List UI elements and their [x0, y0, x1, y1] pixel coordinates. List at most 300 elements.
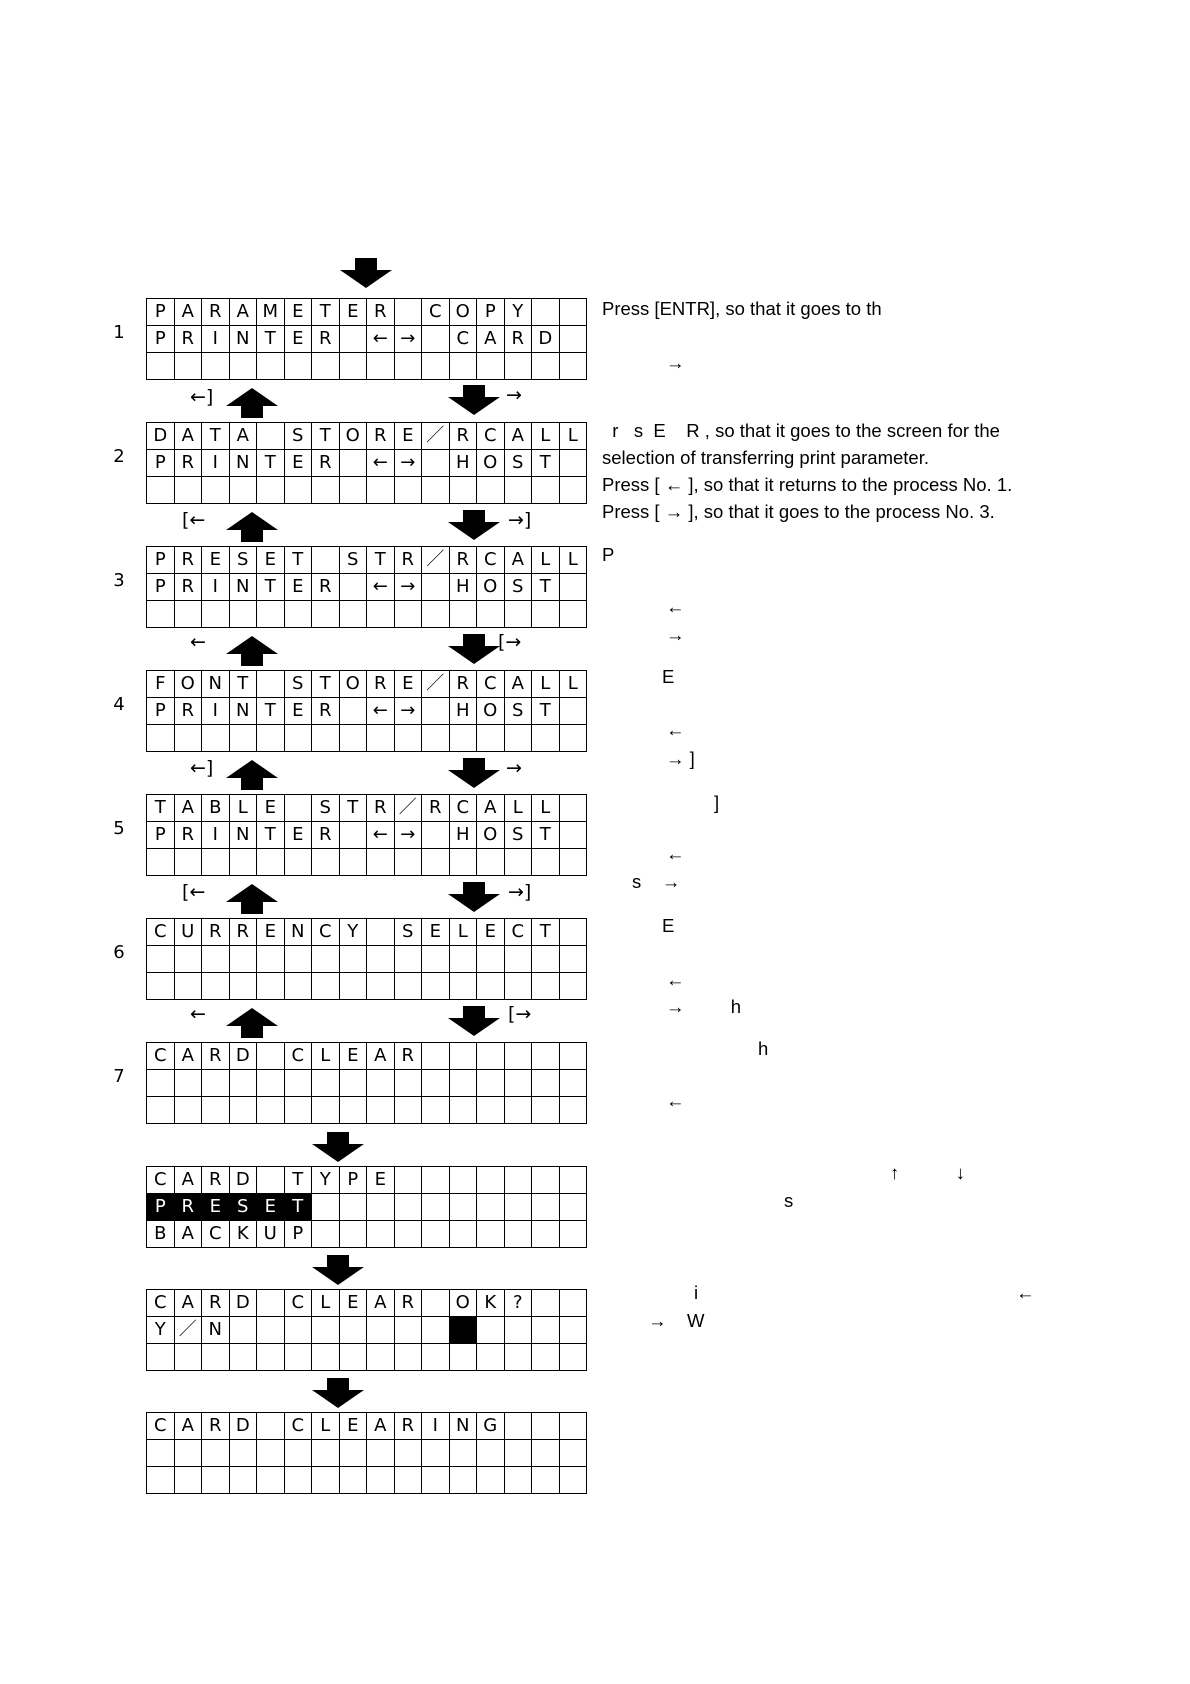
key-label-right-1: → [506, 384, 522, 406]
lcd-cell [367, 1467, 395, 1494]
lcd-cell [257, 671, 285, 698]
lcd-cell [257, 1043, 285, 1070]
lcd-cell: E [284, 326, 312, 353]
flow-up-arrow-3 [226, 636, 278, 666]
lcd-cell: S [394, 919, 422, 946]
lcd-cell [257, 1070, 285, 1097]
lcd-cell [202, 849, 230, 876]
lcd-cell [202, 1070, 230, 1097]
desc-7-line-1: h [758, 1038, 769, 1059]
lcd-cell: S [339, 547, 367, 574]
lcd-row [147, 450, 587, 477]
lcd-cell: E [339, 1043, 367, 1070]
lcd-cell: O [339, 423, 367, 450]
lcd-cell [504, 1221, 532, 1248]
lcd-cell [477, 725, 505, 752]
lcd-cell [477, 1070, 505, 1097]
key-label-left-2: [← [182, 509, 206, 531]
lcd-row [147, 1344, 587, 1371]
lcd-cell: ／ [422, 547, 450, 574]
lcd-cell [394, 1221, 422, 1248]
lcd-cell [559, 698, 587, 725]
lcd-cell: L [312, 1413, 340, 1440]
lcd-cell [312, 725, 340, 752]
lcd-cell: E [257, 919, 285, 946]
lcd-cell [147, 477, 175, 504]
lcd-cell: N [229, 326, 257, 353]
lcd-screen-currency-select [146, 918, 587, 1000]
lcd-cell [394, 725, 422, 752]
lcd-cell [339, 326, 367, 353]
lcd-cell [504, 1413, 532, 1440]
lcd-cell [394, 1344, 422, 1371]
lcd-cell: D [532, 326, 560, 353]
lcd-cell: R [504, 326, 532, 353]
lcd-cell: O [477, 450, 505, 477]
lcd-cell [284, 946, 312, 973]
lcd-cell [257, 1440, 285, 1467]
lcd-cell [394, 601, 422, 628]
lcd-cell: T [532, 574, 560, 601]
lcd-row [147, 1467, 587, 1494]
lcd-cell: Y [504, 299, 532, 326]
lcd-cell [394, 1167, 422, 1194]
lcd-cell: O [339, 671, 367, 698]
lcd-cell: C [477, 671, 505, 698]
process-number-7: 7 [113, 1066, 125, 1087]
lcd-cell: → [394, 822, 422, 849]
lcd-cell: I [422, 1413, 450, 1440]
lcd-cell [532, 849, 560, 876]
lcd-cell [312, 1070, 340, 1097]
lcd-cell: O [449, 1290, 477, 1317]
lcd-cell: E [394, 423, 422, 450]
lcd-row [147, 1317, 587, 1344]
lcd-cell: P [147, 1194, 175, 1221]
lcd-cell [422, 1440, 450, 1467]
lcd-cell: → [394, 450, 422, 477]
desc-6-line-3: → h [666, 996, 742, 1017]
lcd-cell: Y [312, 1167, 340, 1194]
lcd-screen-table-str-rcall [146, 794, 587, 876]
lcd-cell: T [257, 450, 285, 477]
lcd-cell [422, 1317, 450, 1344]
lcd-cell [339, 1097, 367, 1124]
lcd-cell: C [284, 1290, 312, 1317]
lcd-cell [229, 353, 257, 380]
lcd-cell [559, 849, 587, 876]
lcd-cell [202, 1440, 230, 1467]
lcd-cell [559, 1440, 587, 1467]
lcd-cell: A [229, 423, 257, 450]
lcd-row [147, 1290, 587, 1317]
lcd-cell [477, 1221, 505, 1248]
lcd-cell [449, 477, 477, 504]
lcd-cell [312, 1194, 340, 1221]
lcd-cell: R [367, 423, 395, 450]
lcd-cell [257, 849, 285, 876]
lcd-cell: R [202, 1167, 230, 1194]
lcd-cell: C [477, 423, 505, 450]
lcd-cell: E [339, 1413, 367, 1440]
lcd-cell: N [229, 450, 257, 477]
lcd-cell [202, 601, 230, 628]
lcd-cell: A [477, 326, 505, 353]
lcd-cell: ／ [174, 1317, 202, 1344]
lcd-cell: R [202, 919, 230, 946]
lcd-row [147, 849, 587, 876]
lcd-cell: T [284, 547, 312, 574]
lcd-cell [367, 353, 395, 380]
lcd-cell [257, 353, 285, 380]
lcd-cell: I [202, 450, 230, 477]
lcd-cell: L [312, 1043, 340, 1070]
lcd-cell: R [312, 822, 340, 849]
lcd-cell [229, 1317, 257, 1344]
lcd-cell: R [174, 450, 202, 477]
lcd-cell [367, 849, 395, 876]
lcd-cell: E [367, 1167, 395, 1194]
lcd-cell [339, 1440, 367, 1467]
lcd-cell [422, 1097, 450, 1124]
lcd-cell [174, 1344, 202, 1371]
lcd-cell [312, 973, 340, 1000]
lcd-cell [339, 698, 367, 725]
lcd-cell: C [449, 795, 477, 822]
lcd-cell: I [202, 574, 230, 601]
lcd-cell: T [284, 1194, 312, 1221]
lcd-cell [394, 946, 422, 973]
lcd-cell [174, 1070, 202, 1097]
lcd-cell [449, 725, 477, 752]
lcd-cell [174, 1467, 202, 1494]
lcd-cell [367, 946, 395, 973]
lcd-cell [229, 725, 257, 752]
lcd-cell: ／ [422, 671, 450, 698]
lcd-cell [312, 601, 340, 628]
flow-down-arrow-1 [448, 385, 500, 415]
lcd-cell: R [174, 1194, 202, 1221]
lcd-cell [174, 725, 202, 752]
lcd-cell: A [174, 1290, 202, 1317]
flow-down-arrow-7 [312, 1132, 364, 1162]
lcd-cell: E [202, 1194, 230, 1221]
lcd-row [147, 299, 587, 326]
lcd-cell [202, 725, 230, 752]
lcd-cell: ／ [394, 795, 422, 822]
lcd-row [147, 1043, 587, 1070]
lcd-cell [367, 1097, 395, 1124]
lcd-cell: R [394, 1290, 422, 1317]
lcd-cell [202, 477, 230, 504]
key-label-right-6: [→ [508, 1003, 532, 1025]
lcd-cell: R [174, 698, 202, 725]
lcd-cell: S [229, 547, 257, 574]
lcd-cell [229, 973, 257, 1000]
lcd-cell [284, 725, 312, 752]
lcd-cell: R [312, 450, 340, 477]
lcd-cell: A [174, 423, 202, 450]
lcd-cell [312, 1344, 340, 1371]
flow-up-arrow-5 [226, 884, 278, 914]
lcd-cell: T [532, 822, 560, 849]
lcd-cell: C [147, 1043, 175, 1070]
desc-4-line-2: ← [666, 719, 685, 740]
lcd-cell [312, 1467, 340, 1494]
lcd-row [147, 574, 587, 601]
lcd-cell [559, 1344, 587, 1371]
lcd-cell [422, 973, 450, 1000]
desc-4-line-1: E [662, 666, 675, 687]
lcd-cell [367, 601, 395, 628]
lcd-cell [339, 849, 367, 876]
lcd-cell [559, 725, 587, 752]
lcd-cell [504, 946, 532, 973]
lcd-cell [477, 353, 505, 380]
key-label-left-4: ←] [190, 757, 214, 779]
lcd-cell: P [147, 698, 175, 725]
lcd-cell [174, 353, 202, 380]
lcd-cell [422, 1194, 450, 1221]
lcd-row [147, 477, 587, 504]
lcd-cell [257, 1167, 285, 1194]
lcd-cell: G [477, 1413, 505, 1440]
lcd-cell [559, 919, 587, 946]
lcd-cell: T [257, 326, 285, 353]
key-label-left-3: ← [190, 631, 206, 653]
lcd-row [147, 423, 587, 450]
lcd-cell [477, 1467, 505, 1494]
lcd-cell: R [422, 795, 450, 822]
key-label-left-6: ← [190, 1003, 206, 1025]
lcd-cell [257, 1413, 285, 1440]
key-label-right-5: →] [508, 881, 532, 903]
lcd-cell [559, 601, 587, 628]
lcd-cell [532, 1167, 560, 1194]
lcd-cell: D [229, 1167, 257, 1194]
lcd-cell: P [147, 450, 175, 477]
lcd-cell: L [504, 795, 532, 822]
flow-up-arrow-4 [226, 760, 278, 790]
lcd-cell [202, 1467, 230, 1494]
desc-7-line-2: ← [666, 1090, 685, 1111]
lcd-cell [559, 1167, 587, 1194]
lcd-cell [422, 1070, 450, 1097]
lcd-row [147, 326, 587, 353]
lcd-cell: A [367, 1413, 395, 1440]
lcd-cell: N [284, 919, 312, 946]
lcd-cell [504, 849, 532, 876]
lcd-cell [202, 1344, 230, 1371]
desc-3-line-2: ← [666, 596, 685, 617]
lcd-cell [339, 946, 367, 973]
lcd-cell: O [174, 671, 202, 698]
lcd-cell [174, 973, 202, 1000]
lcd-cell [339, 477, 367, 504]
process-number-3: 3 [113, 570, 125, 591]
lcd-cell [257, 601, 285, 628]
lcd-cell [532, 1440, 560, 1467]
lcd-row [147, 601, 587, 628]
lcd-row [147, 725, 587, 752]
lcd-cell [504, 1317, 532, 1344]
lcd-row [147, 671, 587, 698]
lcd-cell: C [449, 326, 477, 353]
lcd-cell: L [532, 795, 560, 822]
lcd-cell [394, 477, 422, 504]
lcd-cell [449, 1167, 477, 1194]
lcd-cell [394, 973, 422, 1000]
lcd-cell: R [367, 671, 395, 698]
lcd-cell [229, 1097, 257, 1124]
lcd-cell: P [147, 574, 175, 601]
process-number-5: 5 [113, 818, 125, 839]
lcd-cell: L [229, 795, 257, 822]
lcd-cell: R [202, 1413, 230, 1440]
lcd-row [147, 1221, 587, 1248]
lcd-cell: L [559, 423, 587, 450]
lcd-row [147, 919, 587, 946]
flow-down-arrow-9 [312, 1378, 364, 1408]
lcd-cell: R [202, 1043, 230, 1070]
lcd-cell: S [229, 1194, 257, 1221]
lcd-cell [532, 946, 560, 973]
desc-2-line-2: selection of transferring print parameter. [602, 447, 929, 468]
lcd-row [147, 973, 587, 1000]
lcd-row [147, 946, 587, 973]
lcd-cell [147, 601, 175, 628]
lcd-cell: H [449, 574, 477, 601]
lcd-cell: A [174, 1043, 202, 1070]
lcd-cell [559, 1221, 587, 1248]
lcd-cell [504, 1167, 532, 1194]
lcd-screen-card-type [146, 1166, 587, 1248]
lcd-cell: H [449, 450, 477, 477]
lcd-cell: L [559, 547, 587, 574]
lcd-cell [532, 601, 560, 628]
lcd-cell: E [284, 698, 312, 725]
lcd-cell: E [257, 547, 285, 574]
lcd-cell: K [477, 1290, 505, 1317]
lcd-cell [532, 1290, 560, 1317]
lcd-cell [174, 1440, 202, 1467]
lcd-screen-parameter-copy [146, 298, 587, 380]
lcd-cell [559, 1467, 587, 1494]
desc-4-line-3: → ] [666, 748, 695, 769]
lcd-row [147, 1194, 587, 1221]
lcd-cell [174, 477, 202, 504]
lcd-cell [394, 1467, 422, 1494]
lcd-cell [559, 795, 587, 822]
lcd-cell [284, 1344, 312, 1371]
lcd-cell: C [147, 1167, 175, 1194]
lcd-cell: S [504, 822, 532, 849]
lcd-cell [422, 1467, 450, 1494]
lcd-cell: C [504, 919, 532, 946]
lcd-cell: R [449, 547, 477, 574]
lcd-cell [504, 1097, 532, 1124]
lcd-cell: C [312, 919, 340, 946]
lcd-cell: A [174, 1167, 202, 1194]
lcd-cell: R [174, 326, 202, 353]
lcd-cell [504, 353, 532, 380]
lcd-cell: A [174, 1413, 202, 1440]
lcd-cell [394, 1440, 422, 1467]
lcd-cell [202, 973, 230, 1000]
lcd-cell [532, 299, 560, 326]
lcd-cell: C [284, 1413, 312, 1440]
lcd-cell [339, 1194, 367, 1221]
lcd-cell [312, 353, 340, 380]
lcd-cell [312, 946, 340, 973]
lcd-cell [394, 1317, 422, 1344]
lcd-row [147, 1167, 587, 1194]
lcd-cell: C [284, 1043, 312, 1070]
lcd-cell: N [229, 698, 257, 725]
lcd-cell: A [174, 299, 202, 326]
lcd-row [147, 547, 587, 574]
lcd-cell [477, 1344, 505, 1371]
lcd-cell [449, 1467, 477, 1494]
lcd-cell [284, 1070, 312, 1097]
lcd-cell [367, 1070, 395, 1097]
lcd-cell [532, 1070, 560, 1097]
lcd-cell [422, 450, 450, 477]
lcd-cell [422, 849, 450, 876]
lcd-cell: E [257, 1194, 285, 1221]
lcd-cell: O [477, 574, 505, 601]
desc-1-line-1: Press [ENTR], so that it goes to th [602, 298, 882, 319]
lcd-cell: I [202, 698, 230, 725]
lcd-cell: R [202, 299, 230, 326]
lcd-cell [504, 601, 532, 628]
lcd-cell [477, 1167, 505, 1194]
lcd-cell [367, 1344, 395, 1371]
flow-down-arrow-top [340, 258, 392, 288]
lcd-cell [477, 1097, 505, 1124]
lcd-cell [147, 725, 175, 752]
lcd-cell: D [229, 1043, 257, 1070]
desc-8-line-2: s [784, 1190, 794, 1211]
lcd-cell [477, 601, 505, 628]
lcd-cell [284, 1440, 312, 1467]
lcd-cell: L [559, 671, 587, 698]
lcd-cell: A [174, 795, 202, 822]
lcd-cell: N [202, 671, 230, 698]
desc-5-line-1: ← [666, 843, 685, 864]
lcd-cell: T [367, 547, 395, 574]
lcd-cell: E [339, 1290, 367, 1317]
lcd-cell [147, 946, 175, 973]
lcd-cell [532, 725, 560, 752]
lcd-screen-preset-str-rcall [146, 546, 587, 628]
lcd-cell [559, 450, 587, 477]
lcd-cell [532, 1344, 560, 1371]
lcd-cell: T [257, 698, 285, 725]
lcd-cell [174, 1097, 202, 1124]
lcd-cell [229, 1467, 257, 1494]
lcd-cell [312, 1440, 340, 1467]
lcd-cell: H [449, 822, 477, 849]
lcd-cell [339, 725, 367, 752]
lcd-cell [174, 601, 202, 628]
lcd-cell [422, 1290, 450, 1317]
lcd-cell [422, 601, 450, 628]
lcd-cell: C [477, 547, 505, 574]
lcd-cell: O [449, 299, 477, 326]
lcd-cell [477, 477, 505, 504]
lcd-cell [229, 1440, 257, 1467]
